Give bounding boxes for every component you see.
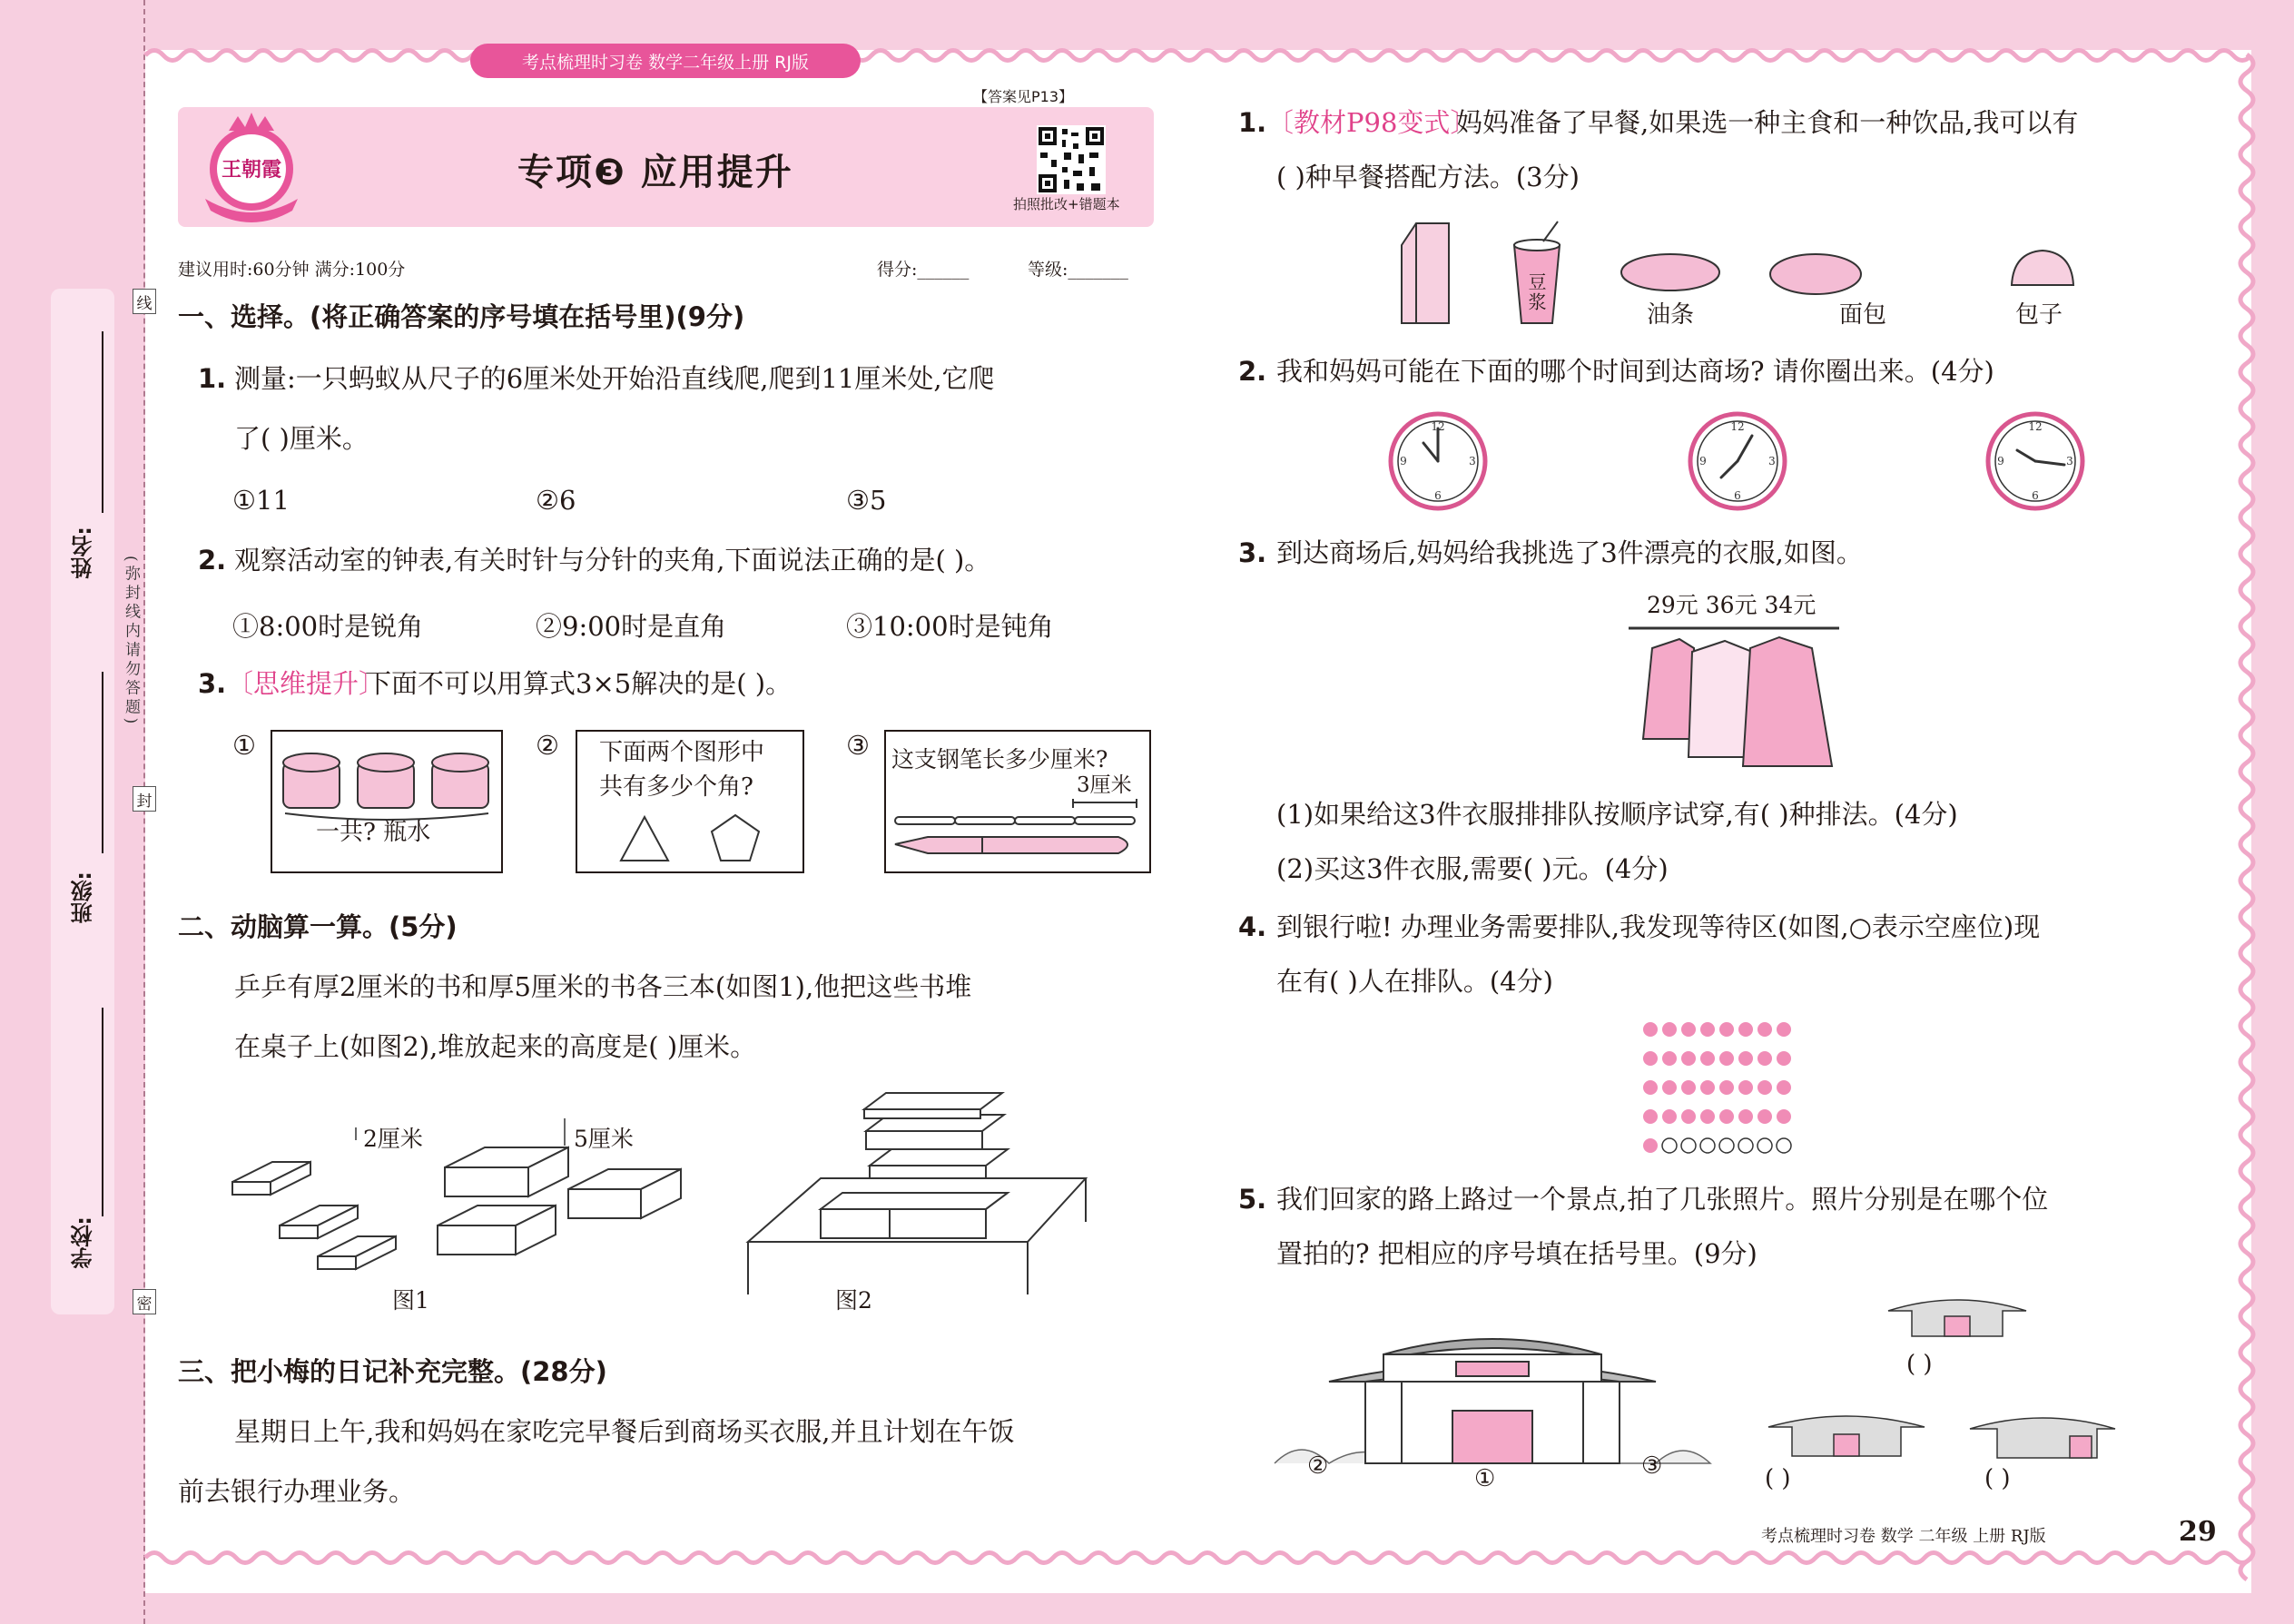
r-q4-line1: 到银行啦! 办理业务需要排队,我发现等待区(如图,○表示空座位)现 xyxy=(1276,911,2041,942)
pavilion-photo-b-icon xyxy=(1765,1405,1928,1460)
name-blank-line xyxy=(102,331,103,513)
r-q4-number: 4. xyxy=(1238,911,1267,942)
photo-b-blank[interactable]: ( ) xyxy=(1765,1465,1791,1492)
item-bun: 包子 xyxy=(2015,301,2063,329)
item-youtiao: 油条 xyxy=(1647,301,1695,329)
q2-text: 观察活动室的钟表,有关时针与分针的夹角,下面说法正确的是( )。 xyxy=(234,545,991,576)
name-label: 姓名: xyxy=(71,527,96,579)
series-header: 考点梳理时习卷 数学二年级上册 RJ版 xyxy=(470,44,861,78)
empty-seat-dot xyxy=(1700,1138,1715,1153)
occupied-seat-dot xyxy=(1681,1022,1696,1037)
q2-number: 2. xyxy=(198,545,227,576)
q1-option-3: ③5 xyxy=(846,485,887,516)
q3-box-3-question: 这支钢笔长多少厘米? xyxy=(891,746,1108,773)
r-q3-sub2: (2)买这3件衣服,需要( )元。(4分) xyxy=(1276,853,1669,884)
page-title: 专项❸ 应用提升 xyxy=(517,152,793,193)
svg-text:3: 3 xyxy=(1768,455,1776,468)
occupied-seat-dot xyxy=(1700,1022,1715,1037)
publisher-logo-icon xyxy=(198,113,305,223)
occupied-seat-dot xyxy=(1681,1051,1696,1066)
empty-seat-dot xyxy=(1738,1138,1753,1153)
q2-option-3: ③10:00时是钝角 xyxy=(846,611,1054,642)
occupied-seat-dot xyxy=(1777,1080,1791,1095)
position-1-marker: ① xyxy=(1474,1465,1496,1492)
occupied-seat-dot xyxy=(1738,1080,1753,1095)
pavilion-photo-c-icon xyxy=(1961,1407,2124,1460)
seal-mark-line: 线 xyxy=(133,289,156,314)
q3-text: 下面不可以用算式3×5解决的是( )。 xyxy=(365,668,793,699)
school-label: 学校: xyxy=(71,1216,96,1269)
bottom-wavy-border xyxy=(145,1548,2251,1568)
svg-text:9: 9 xyxy=(1699,455,1707,468)
occupied-seat-dot xyxy=(1700,1051,1715,1066)
occupied-seat-dot xyxy=(1719,1022,1734,1037)
svg-text:6: 6 xyxy=(1734,489,1741,502)
svg-text:3: 3 xyxy=(2066,455,2073,468)
section-2-line1: 乒乒有厚2厘米的书和厚5厘米的书各三本(如图1),他把这些书堆 xyxy=(234,971,972,1002)
occupied-seat-dot xyxy=(1777,1109,1791,1124)
item-bread: 面包 xyxy=(1839,301,1887,329)
svg-text:12: 12 xyxy=(1730,420,1745,433)
r-q2-number: 2. xyxy=(1238,356,1267,387)
q2-option-1: ①8:00时是锐角 xyxy=(232,611,424,642)
r-q3-text: 到达商场后,妈妈给我挑选了3件漂亮的衣服,如图。 xyxy=(1276,537,1863,568)
soy-milk-label: 豆浆 xyxy=(1525,272,1547,312)
empty-seat-dot xyxy=(1662,1138,1677,1153)
r-q4-line2: 在有( )人在排队。(4分) xyxy=(1276,966,1553,997)
occupied-seat-dot xyxy=(1777,1022,1791,1037)
r-q1-line1: 妈妈准备了早餐,如果选一种主食和一种饮品,我可以有 xyxy=(1456,107,2079,138)
class-label: 班级: xyxy=(71,871,96,924)
r-q1-number: 1. xyxy=(1238,107,1267,138)
occupied-seat-dot xyxy=(1643,1080,1658,1095)
q3-marker-2: ② xyxy=(536,730,559,761)
occupied-seat-dot xyxy=(1757,1022,1772,1037)
occupied-seat-dot xyxy=(1643,1138,1658,1153)
section-3-heading: 三、把小梅的日记补充完整。(28分) xyxy=(178,1356,607,1387)
cut-line xyxy=(143,0,145,1624)
clothes-rack-icon xyxy=(1625,621,1843,784)
q1-option-2: ②6 xyxy=(536,485,576,516)
q3-marker-3: ③ xyxy=(846,730,870,761)
svg-text:9: 9 xyxy=(1997,455,2004,468)
occupied-seat-dot xyxy=(1700,1080,1715,1095)
svg-text:6: 6 xyxy=(2032,489,2039,502)
q3-number: 3. xyxy=(198,668,227,699)
occupied-seat-dot xyxy=(1719,1080,1734,1095)
figure-1-books-icon xyxy=(227,1118,708,1273)
occupied-seat-dot xyxy=(1719,1109,1734,1124)
seal-note: (弥封线内请勿答题) xyxy=(122,556,140,728)
score-field: 得分:______ xyxy=(877,260,970,280)
occupied-seat-dot xyxy=(1738,1051,1753,1066)
q1-option-1: ①11 xyxy=(232,485,290,516)
position-3-marker: ③ xyxy=(1641,1452,1663,1480)
occupied-seat-dot xyxy=(1700,1109,1715,1124)
section-2-heading: 二、动脑算一算。(5分) xyxy=(178,911,458,942)
grade-field: 等级:_______ xyxy=(1028,260,1128,280)
photo-c-blank[interactable]: ( ) xyxy=(1984,1465,2011,1492)
footer-series: 考点梳理时习卷 数学 二年级 上册 RJ版 xyxy=(1761,1527,2046,1546)
school-blank-line xyxy=(102,1008,103,1216)
occupied-seat-dot xyxy=(1662,1080,1677,1095)
time-and-total: 建议用时:60分钟 满分:100分 xyxy=(178,260,406,280)
occupied-seat-dot xyxy=(1738,1109,1753,1124)
figure-2-stacked-books-icon xyxy=(744,1088,1089,1296)
q3-marker-1: ① xyxy=(232,730,256,761)
seal-mark-secret: 密 xyxy=(133,1289,156,1314)
r-q5-line1: 我们回家的路上路过一个景点,拍了几张照片。照片分别是在哪个位 xyxy=(1276,1184,2049,1215)
empty-seat-dot xyxy=(1757,1138,1772,1153)
waiting-seats-dot-grid xyxy=(1641,1020,1805,1166)
section-2-line2: 在桌子上(如图2),堆放起来的高度是( )厘米。 xyxy=(234,1031,757,1062)
r-q5-line2: 置拍的? 把相应的序号填在括号里。(9分) xyxy=(1276,1238,1757,1269)
q2-option-2: ②9:00时是直角 xyxy=(536,611,727,642)
occupied-seat-dot xyxy=(1777,1051,1791,1066)
r-q2-text: 我和妈妈可能在下面的哪个时间到达商场? 请你圈出来。(4分) xyxy=(1276,356,1994,387)
occupied-seat-dot xyxy=(1738,1022,1753,1037)
q3-box-3-unit: 3厘米 xyxy=(1077,773,1132,797)
r-q1-tag: 〔教材P98变式〕 xyxy=(1267,107,1477,138)
occupied-seat-dot xyxy=(1643,1022,1658,1037)
occupied-seat-dot xyxy=(1681,1080,1696,1095)
q3-box-2-line1: 下面两个图形中 xyxy=(599,739,765,766)
q3-box-2-line2: 共有多少个角? xyxy=(599,773,753,801)
r-q5-number: 5. xyxy=(1238,1184,1267,1215)
class-blank-line xyxy=(102,672,103,853)
top-wavy-border xyxy=(145,45,2251,65)
fig1-thick-label: 5厘米 xyxy=(574,1126,634,1152)
section-3-line1: 星期日上午,我和妈妈在家吃完早餐后到商场买衣服,并且计划在午饭 xyxy=(234,1416,1015,1447)
occupied-seat-dot xyxy=(1757,1080,1772,1095)
occupied-seat-dot xyxy=(1681,1109,1696,1124)
seal-mark-seal: 封 xyxy=(133,786,156,812)
page-number: 29 xyxy=(2179,1516,2217,1548)
q1-number: 1. xyxy=(198,363,227,394)
section-1-heading: 一、选择。(将正确答案的序号填在括号里)(9分) xyxy=(178,301,745,332)
r-q3-number: 3. xyxy=(1238,537,1267,568)
q1-text-line2: 了( )厘米。 xyxy=(234,423,369,454)
section-3-line2: 前去银行办理业务。 xyxy=(178,1476,416,1507)
position-2-marker: ② xyxy=(1307,1452,1329,1480)
occupied-seat-dot xyxy=(1757,1051,1772,1066)
triangle-pentagon-icon xyxy=(617,813,772,864)
svg-text:3: 3 xyxy=(1469,455,1476,468)
student-info-box xyxy=(51,289,114,1314)
svg-text:9: 9 xyxy=(1400,455,1407,468)
r-q3-sub1: (1)如果给这3件衣服排排队按顺序试穿,有( )种排法。(4分) xyxy=(1276,799,1958,830)
svg-text:12: 12 xyxy=(1431,420,1445,433)
right-wavy-border xyxy=(2229,54,2265,1561)
water-bottle-boxes-icon xyxy=(278,743,496,815)
pavilion-photo-a-icon xyxy=(1885,1289,2030,1340)
fig1-thin-label: 2厘米 xyxy=(363,1126,423,1152)
photo-a-blank[interactable]: ( ) xyxy=(1906,1351,1933,1378)
q3-tag: 〔思维提升〕 xyxy=(227,668,386,699)
occupied-seat-dot xyxy=(1662,1051,1677,1066)
occupied-seat-dot xyxy=(1662,1109,1677,1124)
q3-box-1-label: 一共? 瓶水 xyxy=(316,819,431,846)
qr-label: 拍照批改+错题本 xyxy=(1013,196,1120,212)
empty-seat-dot xyxy=(1719,1138,1734,1153)
figure-1-caption: 图1 xyxy=(392,1287,429,1314)
occupied-seat-dot xyxy=(1757,1109,1772,1124)
answer-reference: 【答案见P13】 xyxy=(973,88,1074,105)
clothes-prices: 29元 36元 34元 xyxy=(1647,592,1816,618)
empty-seat-dot xyxy=(1681,1138,1696,1153)
empty-seat-dot xyxy=(1777,1138,1791,1153)
three-clocks-icon xyxy=(1385,408,2093,517)
occupied-seat-dot xyxy=(1719,1051,1734,1066)
pen-and-segments-icon xyxy=(891,799,1146,864)
svg-text:6: 6 xyxy=(1434,489,1442,502)
figure-2-caption: 图2 xyxy=(835,1287,872,1314)
qr-code-icon xyxy=(1037,125,1106,194)
r-q1-line2: ( )种早餐搭配方法。(3分) xyxy=(1276,162,1580,192)
occupied-seat-dot xyxy=(1662,1022,1677,1037)
q1-text-line1: 测量:一只蚂蚁从尺子的6厘米处开始沿直线爬,爬到11厘米处,它爬 xyxy=(234,363,995,394)
logo-text: 王朝霞 xyxy=(221,158,282,182)
occupied-seat-dot xyxy=(1643,1109,1658,1124)
bun-icon xyxy=(2006,245,2079,300)
svg-text:12: 12 xyxy=(2028,420,2043,433)
occupied-seat-dot xyxy=(1643,1051,1658,1066)
